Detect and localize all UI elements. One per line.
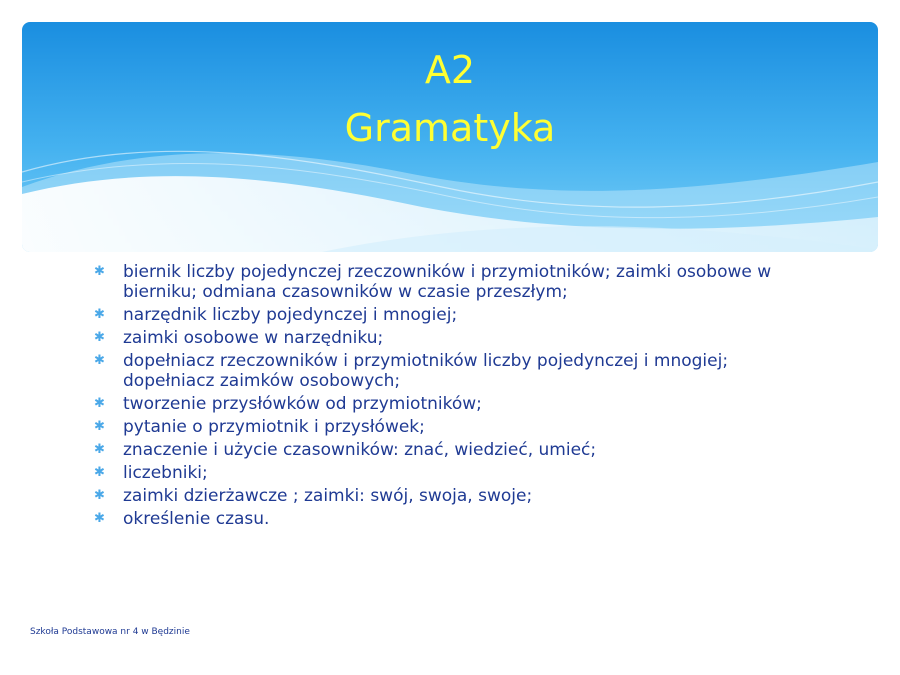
list-item: [92, 328, 792, 348]
bullet-list: [92, 262, 792, 532]
list-item: [92, 262, 792, 302]
list-item: [92, 486, 792, 506]
list-item: [92, 417, 792, 437]
list-item-text: zaimki osobowe w narzędniku;: [123, 328, 384, 348]
asterisk-bullet-icon: ✱: [94, 396, 105, 411]
list-item-text: narzędnik liczby pojedynczej i mnogiej;: [123, 305, 458, 325]
asterisk-bullet-icon: ✱: [94, 488, 105, 503]
list-item: [92, 509, 792, 529]
title-banner: [22, 22, 878, 252]
asterisk-bullet-icon: ✱: [94, 330, 105, 345]
list-item-text: znaczenie i użycie czasowników: znać, wiedzieć, umieć;: [123, 440, 597, 460]
list-item-text: dopełniacz rzeczowników i przymiotników liczby pojedynczej i mnogiej; dopełniacz zaimków osobowych;: [123, 351, 729, 391]
list-item-text: liczebniki;: [123, 463, 208, 483]
list-item-text: określenie czasu.: [123, 509, 270, 529]
list-item: [92, 440, 792, 460]
asterisk-bullet-icon: ✱: [94, 511, 105, 526]
asterisk-bullet-icon: ✱: [94, 264, 105, 279]
asterisk-bullet-icon: ✱: [94, 419, 105, 434]
list-item: [92, 351, 792, 391]
slide-title-line-2: Gramatyka: [344, 106, 556, 150]
asterisk-bullet-icon: ✱: [94, 353, 105, 368]
list-item-text: zaimki dzierżawcze ; zaimki: swój, swoja, swoje;: [123, 486, 533, 506]
footer-text: Szkoła Podstawowa nr 4 w Będzinie: [30, 627, 190, 637]
list-item-text: biernik liczby pojedynczej rzeczowników i przymiotników; zaimki osobowe w bierniku; odmiana czasowników w czasie przeszłym;: [123, 262, 772, 302]
slide-title-line-1: A2: [424, 48, 476, 92]
list-item: [92, 394, 792, 414]
list-item-text: tworzenie przysłówków od przymiotników;: [123, 394, 482, 414]
asterisk-bullet-icon: ✱: [94, 465, 105, 480]
list-item: [92, 305, 792, 325]
list-item-text: pytanie o przymiotnik i przysłówek;: [123, 417, 425, 437]
list-item: [92, 463, 792, 483]
asterisk-bullet-icon: ✱: [94, 307, 105, 322]
asterisk-bullet-icon: ✱: [94, 442, 105, 457]
